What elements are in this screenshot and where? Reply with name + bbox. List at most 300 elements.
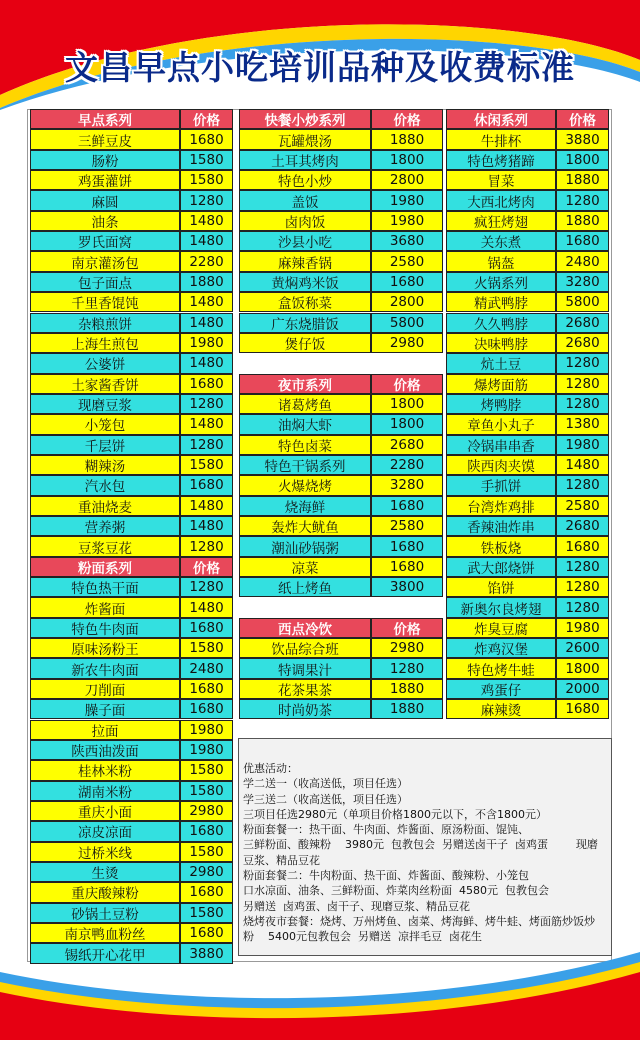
menu-row [239,313,443,333]
item-price: 1680 [371,272,443,292]
section-header [30,109,233,129]
menu-row [239,658,443,678]
item-name: 油条 [30,211,180,231]
menu-row [30,821,233,841]
item-price: 1680 [180,821,233,841]
item-name: 凉皮凉面 [30,821,180,841]
item-price: 2580 [371,516,443,536]
menu-row [30,313,233,333]
menu-row [30,190,233,210]
item-price: 1280 [556,475,609,495]
item-price: 1580 [180,455,233,475]
item-price: 1280 [180,190,233,210]
item-name: 爆烤面筋 [446,374,556,394]
menu-row [30,658,233,678]
menu-row [239,557,443,577]
item-price: 1480 [180,597,233,617]
item-name: 冷锅串串香 [446,435,556,455]
menu-row [30,597,233,617]
item-name: 南京鸭血粉丝 [30,923,180,943]
item-price: 2000 [556,679,609,699]
item-price: 1880 [371,679,443,699]
price-header: 价格 [371,618,443,638]
item-name: 盖饭 [239,190,371,210]
item-name: 臊子面 [30,699,180,719]
item-price: 1280 [180,577,233,597]
item-price: 1680 [180,923,233,943]
item-price: 2680 [556,333,609,353]
item-name: 特色卤菜 [239,435,371,455]
menu-row [239,170,443,190]
item-price: 1480 [180,516,233,536]
menu-row [239,129,443,149]
item-price: 2980 [371,638,443,658]
item-name: 罗氏面窝 [30,231,180,251]
item-name: 桂林米粉 [30,760,180,780]
item-price: 1680 [180,882,233,902]
item-price: 1280 [556,190,609,210]
item-name: 糊辣汤 [30,455,180,475]
item-price: 1680 [180,699,233,719]
item-price: 2680 [556,516,609,536]
item-name: 铁板烧 [446,536,556,556]
price-header: 价格 [180,109,233,129]
item-name: 香辣油炸串 [446,516,556,536]
item-name: 过桥米线 [30,842,180,862]
menu-row [239,394,443,414]
section-title: 粉面系列 [30,557,180,577]
menu-row [239,190,443,210]
menu-row [446,597,609,617]
menu-row [239,699,443,719]
price-header: 价格 [371,109,443,129]
promo-line: 学二送一（收高送低，项目任选） [243,777,408,791]
item-name: 新农牛肉面 [30,658,180,678]
item-name: 土耳其烤肉 [239,150,371,170]
section-header [239,374,443,394]
item-price: 3680 [371,231,443,251]
item-name: 手抓饼 [446,475,556,495]
item-price: 1480 [180,292,233,312]
item-price: 1480 [180,313,233,333]
menu-row [30,150,233,170]
item-price: 1280 [180,536,233,556]
item-name: 杂粮煎饼 [30,313,180,333]
section-title: 西点冷饮 [239,618,371,638]
menu-row [30,170,233,190]
menu-row [239,414,443,434]
item-price: 3880 [180,943,233,963]
item-name: 烧海鲜 [239,496,371,516]
item-name: 炸鸡汉堡 [446,638,556,658]
menu-row [446,638,609,658]
menu-row [30,251,233,271]
item-price: 5800 [371,313,443,333]
menu-row [239,333,443,353]
item-name: 诸葛烤鱼 [239,394,371,414]
item-name: 南京灌汤包 [30,251,180,271]
page-title: 文昌早点小吃培训品种及收费标准 [65,48,575,87]
item-name: 决味鸭脖 [446,333,556,353]
item-name: 拉面 [30,720,180,740]
item-name: 台湾炸鸡排 [446,496,556,516]
menu-row [446,251,609,271]
item-price: 1980 [556,618,609,638]
item-name: 鸡蛋灌饼 [30,170,180,190]
item-name: 重庆酸辣粉 [30,882,180,902]
menu-row [446,292,609,312]
promo-line: 口水凉面、油条、三鲜粉面、炸菜肉丝粉面 4580元 包教包会 [243,884,549,898]
item-name: 烤鸭脖 [446,394,556,414]
item-price: 1980 [371,211,443,231]
menu-row [239,496,443,516]
menu-row [446,231,609,251]
item-name: 现磨豆浆 [30,394,180,414]
item-price: 1580 [180,638,233,658]
item-name: 盒饭称菜 [239,292,371,312]
item-price: 3280 [556,272,609,292]
section-title: 快餐小炒系列 [239,109,371,129]
item-name: 牛排杯 [446,129,556,149]
item-name: 关东煮 [446,231,556,251]
item-price: 2280 [180,251,233,271]
item-price: 1580 [180,170,233,190]
menu-row [30,333,233,353]
item-name: 特色小炒 [239,170,371,190]
menu-row [30,903,233,923]
menu-row [30,801,233,821]
menu-row [30,862,233,882]
item-price: 1800 [556,658,609,678]
item-name: 新奥尔良烤翅 [446,597,556,617]
item-name: 汽水包 [30,475,180,495]
item-name: 锡纸开心花甲 [30,943,180,963]
menu-row [239,150,443,170]
menu-row [30,618,233,638]
item-name: 黄焖鸡米饭 [239,272,371,292]
menu-row [446,394,609,414]
promo-line: 优惠活动： [243,762,298,775]
menu-row [30,394,233,414]
menu-row [239,536,443,556]
item-name: 锅盔 [446,251,556,271]
item-price: 1480 [180,211,233,231]
menu-row [239,251,443,271]
section-header [239,618,443,638]
promotion-panel [238,738,612,956]
menu-row [30,760,233,780]
item-name: 凉菜 [239,557,371,577]
menu-row [239,516,443,536]
menu-row [446,536,609,556]
item-name: 土家酱香饼 [30,374,180,394]
item-name: 生烫 [30,862,180,882]
menu-row [239,272,443,292]
item-name: 特色热干面 [30,577,180,597]
item-price: 2480 [556,251,609,271]
promo-line: 粉面套餐一：热干面、牛肉面、炸酱面、原汤粉面、馄饨、 [243,823,529,837]
menu-row [446,129,609,149]
menu-row [30,781,233,801]
item-price: 1880 [180,272,233,292]
section-header [446,109,609,129]
item-price: 1680 [556,699,609,719]
menu-row [30,882,233,902]
menu-row [30,374,233,394]
item-name: 炸酱面 [30,597,180,617]
menu-row [446,190,609,210]
item-price: 2680 [371,435,443,455]
item-name: 重油烧麦 [30,496,180,516]
item-name: 千里香馄饨 [30,292,180,312]
item-name: 纸上烤鱼 [239,577,371,597]
menu-row [446,699,609,719]
item-name: 广东烧腊饭 [239,313,371,333]
menu-row [446,272,609,292]
item-price: 1680 [556,231,609,251]
menu-row [446,475,609,495]
menu-row [446,679,609,699]
menu-row [239,231,443,251]
item-name: 油焖大虾 [239,414,371,434]
menu-row [30,842,233,862]
item-price: 1480 [556,455,609,475]
item-price: 1980 [556,435,609,455]
item-name: 瓦罐煨汤 [239,129,371,149]
item-name: 冒菜 [446,170,556,190]
menu-row [446,658,609,678]
item-price: 2600 [556,638,609,658]
menu-row [446,577,609,597]
menu-row [239,455,443,475]
item-price: 2980 [180,801,233,821]
promo-line: 烧烤夜市套餐：烧烤、万州烤鱼、卤菜、烤海鲜、烤牛蛙、烤面筋炒饭炒粉 5400元包教包会 另赠送 凉拌毛豆 卤花生 [243,914,595,944]
item-price: 1800 [371,150,443,170]
item-name: 鸡蛋仔 [446,679,556,699]
item-name: 煲仔饭 [239,333,371,353]
menu-row [446,496,609,516]
item-name: 特色烤牛蛙 [446,658,556,678]
item-price: 1680 [180,374,233,394]
menu-row [30,536,233,556]
menu-row [30,475,233,495]
item-price: 1800 [556,150,609,170]
menu-row [30,455,233,475]
item-name: 麻辣烫 [446,699,556,719]
item-price: 1800 [371,414,443,434]
item-price: 2980 [180,862,233,882]
item-name: 陕西肉夹馍 [446,455,556,475]
menu-row [446,211,609,231]
item-name: 久久鸭脖 [446,313,556,333]
item-price: 1580 [180,781,233,801]
item-name: 轰炸大鱿鱼 [239,516,371,536]
item-price: 1280 [180,435,233,455]
item-price: 1280 [556,557,609,577]
item-name: 营养粥 [30,516,180,536]
item-price: 1280 [556,597,609,617]
item-name: 肠粉 [30,150,180,170]
item-price: 2280 [371,455,443,475]
menu-row [30,699,233,719]
item-price: 1680 [180,475,233,495]
promo-line: 粉面套餐二：牛肉粉面、热干面、炸酱面、酸辣粉、小笼包 [243,869,529,883]
menu-row [446,618,609,638]
promo-line: 三鲜粉面、酸辣粉 3980元 包教包会 另赠送卤干子 卤鸡蛋 现磨豆浆、精品豆花 [243,838,598,867]
item-name: 特色牛肉面 [30,618,180,638]
menu-row [239,292,443,312]
item-name: 特调果汁 [239,658,371,678]
item-name: 特色干锅系列 [239,455,371,475]
item-name: 公婆饼 [30,353,180,373]
menu-row [30,496,233,516]
section-title: 早点系列 [30,109,180,129]
item-price: 1980 [180,333,233,353]
item-price: 1880 [371,129,443,149]
menu-row [239,435,443,455]
item-name: 大西北烤肉 [446,190,556,210]
menu-row [446,333,609,353]
item-price: 2580 [556,496,609,516]
item-name: 沙县小吃 [239,231,371,251]
item-price: 1480 [180,414,233,434]
menu-row [446,435,609,455]
item-name: 小笼包 [30,414,180,434]
item-price: 2480 [180,658,233,678]
item-name: 武大郎烧饼 [446,557,556,577]
price-header: 价格 [556,109,609,129]
item-price: 1380 [556,414,609,434]
menu-row [30,516,233,536]
item-price: 2800 [371,292,443,312]
menu-row [30,292,233,312]
item-name: 原味汤粉王 [30,638,180,658]
price-header: 价格 [180,557,233,577]
item-name: 炕土豆 [446,353,556,373]
item-name: 上海生煎包 [30,333,180,353]
item-price: 1580 [180,903,233,923]
item-price: 1680 [371,496,443,516]
item-price: 1480 [180,231,233,251]
menu-row [30,272,233,292]
item-name: 陕西油泼面 [30,740,180,760]
promo-line: 学三送二（收高送低，项目任选） [243,792,408,806]
item-name: 重庆小面 [30,801,180,821]
item-name: 湖南米粉 [30,781,180,801]
item-price: 1800 [371,394,443,414]
menu-row [30,740,233,760]
menu-row [239,211,443,231]
item-price: 3280 [371,475,443,495]
menu-row [30,577,233,597]
menu-row [239,577,443,597]
menu-row [446,557,609,577]
item-name: 火锅系列 [446,272,556,292]
item-price: 1580 [180,150,233,170]
promo-line: 另赠送 卤鸡蛋、卤干子、现磨豆浆、精品豆花 [243,899,470,913]
item-name: 时尚奶茶 [239,699,371,719]
item-price: 1280 [371,658,443,678]
item-price: 1580 [180,842,233,862]
item-price: 1980 [371,190,443,210]
item-price: 1880 [556,211,609,231]
item-name: 豆浆豆花 [30,536,180,556]
item-name: 砂锅土豆粉 [30,903,180,923]
item-price: 1280 [180,394,233,414]
section-header [30,557,233,577]
item-price: 1280 [556,374,609,394]
menu-row [446,170,609,190]
item-price: 1480 [180,353,233,373]
item-name: 花茶果茶 [239,679,371,699]
item-name: 千层饼 [30,435,180,455]
menu-row [446,414,609,434]
menu-row [239,679,443,699]
item-name: 潮汕砂锅粥 [239,536,371,556]
section-header [239,109,443,129]
item-price: 1680 [371,557,443,577]
menu-row [239,475,443,495]
price-header: 价格 [371,374,443,394]
menu-row [30,638,233,658]
menu-row [30,679,233,699]
item-name: 麻圆 [30,190,180,210]
item-price: 1680 [371,536,443,556]
item-price: 1680 [180,679,233,699]
menu-row [30,129,233,149]
item-price: 2800 [371,170,443,190]
item-price: 1280 [556,394,609,414]
item-price: 1880 [371,699,443,719]
item-price: 1680 [556,536,609,556]
promo-line: 三项目任选2980元（单项目价格1800元以下，不含1800元） [243,807,547,821]
item-price: 1580 [180,760,233,780]
menu-row [446,516,609,536]
item-price: 2580 [371,251,443,271]
item-price: 5800 [556,292,609,312]
item-price: 3880 [556,129,609,149]
item-price: 1880 [556,170,609,190]
item-name: 精武鸭脖 [446,292,556,312]
item-price: 1680 [180,129,233,149]
item-name: 卤肉饭 [239,211,371,231]
item-price: 1980 [180,740,233,760]
bottom-banner-decoration [0,930,640,1040]
section-title: 休闲系列 [446,109,556,129]
item-price: 1980 [180,720,233,740]
item-price: 1280 [556,577,609,597]
menu-row [30,353,233,373]
item-price: 1680 [180,618,233,638]
item-name: 麻辣香锅 [239,251,371,271]
item-name: 炸臭豆腐 [446,618,556,638]
item-name: 刀削面 [30,679,180,699]
item-name: 饮品综合班 [239,638,371,658]
item-price: 1280 [556,353,609,373]
menu-row [446,353,609,373]
menu-row [30,211,233,231]
item-name: 疯狂烤翅 [446,211,556,231]
menu-row [446,150,609,170]
item-name: 章鱼小丸子 [446,414,556,434]
item-name: 馅饼 [446,577,556,597]
menu-row [446,313,609,333]
item-name: 包子面点 [30,272,180,292]
menu-row [30,231,233,251]
item-name: 三鲜豆皮 [30,129,180,149]
menu-row [446,374,609,394]
item-price: 2680 [556,313,609,333]
